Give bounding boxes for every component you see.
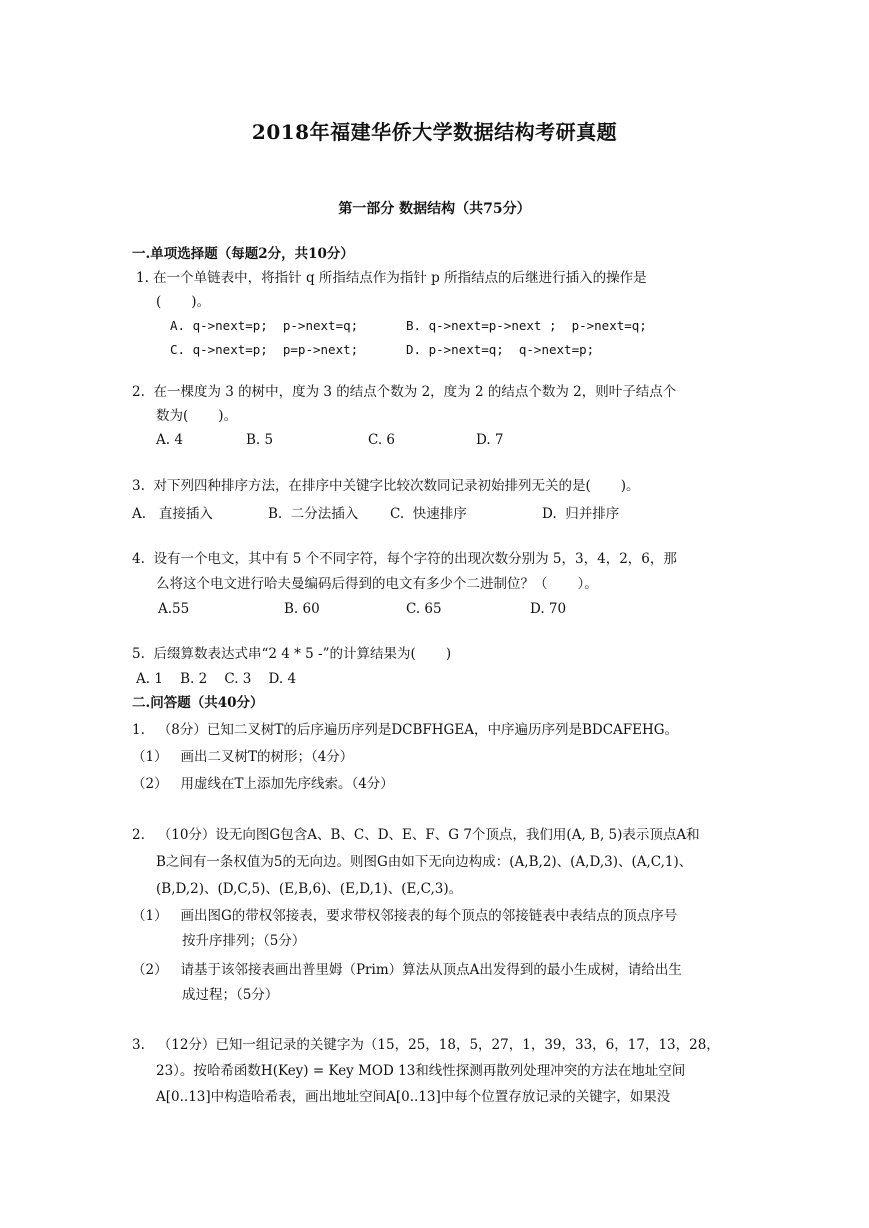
s2-q3-stem-line1: 3. （12分）已知一组记录的关键字为（15，25，18，5，27，1，39，33，6，17，13，28，	[132, 1037, 720, 1053]
s1-q1-stem-line2: ( )。	[156, 294, 211, 310]
section2-heading: 二.问答题（共40分）	[132, 695, 264, 711]
s1-q1-option-c: C. q->next=p; p=p->next;	[170, 342, 359, 357]
s1-q2-stem-line1: 2. 在一棵度为 3 的树中，度为 3 的结点个数为 2，度为 2 的结点个数为 2，则叶子结点个	[132, 384, 677, 400]
section1-heading: 一.单项选择题（每题2分，共10分）	[132, 246, 354, 262]
s1-q1-option-a: A. q->next=p; p->next=q;	[170, 318, 359, 333]
part-heading: 第一部分 数据结构（共75分）	[338, 201, 531, 217]
s1-q3-option-c: C. 快速排序	[390, 506, 467, 522]
s2-q1-stem: 1. （8分）已知二叉树T的后序遍历序列是DCBFHGEA，中序遍历序列是BDCAFEHG。	[132, 722, 679, 738]
s1-q2-stem-line2: 数为( )。	[156, 408, 238, 424]
s2-q2-sub2-line1: （2） 请基于该邻接表画出普里姆（Prim）算法从顶点A出发得到的最小生成树，请给出生	[132, 962, 682, 978]
s2-q2-sub1-line2: 按升序排列；（5分）	[182, 933, 306, 949]
s2-q2-stem-line3: (B,D,2)、(D,C,5)、(E,B,6)、(E,D,1)、(E,C,3)。	[156, 881, 463, 897]
s1-q3-option-b: B. 二分法插入	[268, 506, 359, 522]
s2-q2-sub2-line2: 成过程；（5分）	[182, 987, 279, 1003]
s2-q2-stem-line2: B之间有一条权值为5的无向边。则图G由如下无向边构成：(A,B,2)、(A,D,3)、(A,C,1)、	[156, 854, 693, 870]
s1-q1-option-d: D. p->next=q; q->next=p;	[406, 342, 595, 357]
s1-q1-stem-line1: 1. 在一个单链表中，将指针 q 所指结点作为指针 p 所指结点的后继进行插入的操作是	[136, 270, 647, 286]
s1-q2-option-d: D. 7	[476, 432, 504, 448]
s1-q3-option-a: A. 直接插入	[132, 506, 213, 522]
s1-q4-option-b: B. 60	[284, 601, 320, 617]
s2-q2-sub1-line1: （1） 画出图G的带权邻接表，要求带权邻接表的每个顶点的邻接链表中表结点的顶点序号	[132, 908, 678, 924]
s1-q4-option-c: C. 65	[406, 601, 442, 617]
s2-q2-stem-line1: 2. （10分）设无向图G包含A、B、C、D、E、F、G 7个顶点，我们用(A, B, 5)表示顶点A和	[132, 827, 700, 843]
s1-q4-stem-line2: 么将这个电文进行哈夫曼编码后得到的电文有多少个二进制位？（ ）。	[156, 576, 598, 592]
s2-q1-sub1: （1） 画出二叉树T的树形；（4分）	[132, 749, 354, 765]
s1-q2-option-c: C. 6	[368, 432, 396, 448]
s1-q3-option-d: D. 归并排序	[542, 506, 620, 522]
s1-q2-option-b: B. 5	[246, 432, 274, 448]
s1-q4-option-d: D. 70	[530, 601, 567, 617]
s1-q4-option-a: A.55	[158, 601, 190, 617]
s1-q5-options: A. 1 B. 2 C. 3 D. 4	[136, 671, 297, 687]
s2-q1-sub2: （2） 用虚线在T上添加先序线索。（4分）	[132, 776, 394, 792]
s2-q3-stem-line3: A[0..13]中构造哈希表，画出地址空间A[0..13]中每个位置存放记录的关键字，如果没	[156, 1089, 671, 1105]
s1-q5-stem: 5. 后缀算数表达式串“2 4 * 5 -”的计算结果为( )	[132, 646, 452, 662]
s1-q3-stem: 3. 对下列四种排序方法，在排序中关键字比较次数同记录初始排列无关的是( )。	[132, 478, 640, 494]
s1-q1-option-b: B. q->next=p->next ; p->next=q;	[406, 318, 647, 333]
s1-q4-stem-line1: 4. 设有一个电文，其中有 5 个不同字符，每个字符的出现次数分别为 5，3，4，2，6，那	[132, 551, 677, 567]
s2-q3-stem-line2: 23）。按哈希函数H(Key) = Key MOD 13和线性探测再散列处理冲突的方法在地址空间	[156, 1063, 686, 1079]
page-title: 2018年福建华侨大学数据结构考研真题	[251, 120, 618, 144]
s1-q2-option-a: A. 4	[156, 432, 183, 448]
